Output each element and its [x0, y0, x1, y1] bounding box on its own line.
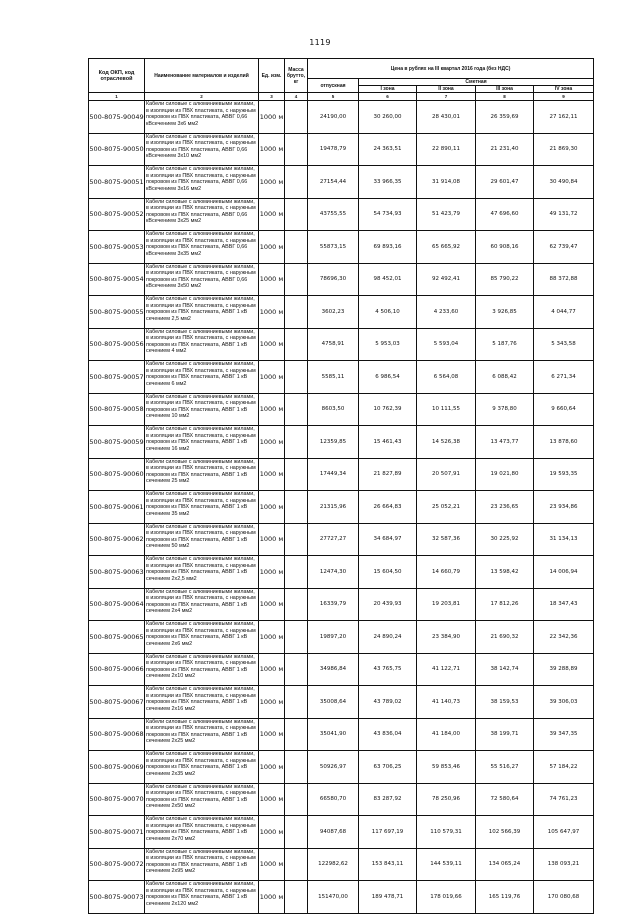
row-name	[145, 426, 259, 459]
row-zone3-price: 29 601,47	[476, 166, 534, 199]
row-name-text: Кабели силовые с алюминиевыми жилами, в изоляции из ПВХ пластиката, с наружным покровом из ПВХ пластиката, АВВГ 1 кВ сечением 4 мм2	[146, 328, 256, 355]
row-name-text: Кабели силовые с алюминиевыми жилами, в изоляции из ПВХ пластиката, с наружным покровом из ПВХ пластиката, АВВГ 1 кВ сечением 6 мм2	[146, 361, 256, 387]
row-otpusk-price: 4758,91	[308, 328, 359, 361]
row-unit: 1000 м	[259, 361, 285, 394]
row-zone2-price: 41 122,71	[417, 653, 476, 686]
row-zone3-price: 38 142,74	[476, 653, 534, 686]
row-zone4-price: 5 343,58	[534, 328, 594, 361]
row-zone3-price: 9 378,80	[476, 393, 534, 426]
row-unit: 1000 м	[259, 101, 285, 134]
row-mass	[285, 296, 308, 329]
row-unit: 1000 м	[259, 328, 285, 361]
row-unit: 1000 м	[259, 523, 285, 556]
row-code: 500-8075-90073	[89, 881, 145, 914]
row-name	[145, 296, 259, 329]
row-zone3-price: 165 119,76	[476, 881, 534, 914]
row-name-text: Кабели силовые с алюминиевыми жилами, в изоляции из ПВХ пластиката, с наружным покровом из ПВХ пластиката, АВВГ 1 кВ сечением 50 мм2	[146, 523, 256, 550]
row-unit: 1000 м	[259, 783, 285, 816]
row-zone1-price: 43 789,02	[359, 686, 417, 719]
row-unit: 1000 м	[259, 491, 285, 524]
table-row	[89, 686, 594, 719]
row-code: 500-8075-90070	[89, 783, 145, 816]
row-zone4-price: 19 593,35	[534, 458, 594, 491]
row-mass	[285, 523, 308, 556]
row-zone1-price: 117 697,19	[359, 816, 417, 849]
table-row	[89, 816, 594, 849]
table-row	[89, 621, 594, 654]
row-zone4-price: 138 093,21	[534, 848, 594, 881]
row-mass	[285, 393, 308, 426]
header-name: Наименование материалов и изделий	[145, 59, 259, 93]
row-name-text: Кабели силовые с алюминиевыми жилами, в изоляции из ПВХ пластиката, с наружным покровом из ПВХ пластиката, АВВГ 1 кВ сечением 2х70 мм2	[146, 816, 256, 842]
row-code: 500-8075-90060	[89, 458, 145, 491]
row-name	[145, 556, 259, 589]
row-unit: 1000 м	[259, 263, 285, 296]
row-zone3-price: 30 225,92	[476, 523, 534, 556]
row-otpusk-price: 55873,15	[308, 231, 359, 264]
row-zone4-price: 170 080,68	[534, 881, 594, 914]
row-unit: 1000 м	[259, 556, 285, 589]
table-row	[89, 718, 594, 751]
row-zone2-price: 14 660,79	[417, 556, 476, 589]
row-zone2-price: 51 423,79	[417, 198, 476, 231]
header-zone-2: II зона	[417, 86, 476, 93]
row-name	[145, 653, 259, 686]
row-code: 500-8075-90059	[89, 426, 145, 459]
row-name-text: Кабели силовые с алюминиевыми жилами, в изоляции из ПВХ пластиката, с наружным покровом из ПВХ пластиката, АВВГ 1 кВ сечением 35 мм2	[146, 491, 256, 517]
row-name	[145, 166, 259, 199]
row-zone1-price: 34 684,97	[359, 523, 417, 556]
row-code: 500-8075-90069	[89, 751, 145, 784]
table-row	[89, 556, 594, 589]
row-zone2-price: 25 052,21	[417, 491, 476, 524]
row-zone3-price: 38 199,71	[476, 718, 534, 751]
row-mass	[285, 588, 308, 621]
row-otpusk-price: 27154,44	[308, 166, 359, 199]
row-code: 500-8075-90053	[89, 231, 145, 264]
row-name-text: Кабели силовые с алюминиевыми жилами, в изоляции из ПВХ пластиката, с наружным покровом из ПВХ пластиката, АВВГ 1 кВ сечением 2х10 мм2	[146, 653, 256, 680]
row-zone1-price: 15 461,43	[359, 426, 417, 459]
row-name	[145, 491, 259, 524]
row-zone4-price: 88 372,88	[534, 263, 594, 296]
row-zone3-price: 134 065,24	[476, 848, 534, 881]
row-code: 500-8075-90071	[89, 816, 145, 849]
row-unit: 1000 м	[259, 296, 285, 329]
row-name	[145, 198, 259, 231]
row-zone1-price: 20 439,93	[359, 588, 417, 621]
header-code: Код ОКП, код отраслевой	[89, 59, 145, 93]
row-zone4-price: 4 044,77	[534, 296, 594, 329]
header-price-title: Цена в рублях на III квартал 2016 года (без НДС)	[308, 59, 594, 79]
table-row	[89, 361, 594, 394]
row-mass	[285, 426, 308, 459]
row-zone2-price: 41 184,00	[417, 718, 476, 751]
row-zone4-price: 21 869,30	[534, 133, 594, 166]
row-zone4-price: 105 647,97	[534, 816, 594, 849]
row-zone4-price: 27 162,11	[534, 101, 594, 134]
row-name	[145, 328, 259, 361]
row-unit: 1000 м	[259, 393, 285, 426]
col-number: 8	[476, 93, 534, 101]
row-mass	[285, 621, 308, 654]
row-mass	[285, 198, 308, 231]
row-zone1-price: 24 363,51	[359, 133, 417, 166]
table-row	[89, 296, 594, 329]
row-mass	[285, 231, 308, 264]
row-zone4-price: 6 271,34	[534, 361, 594, 394]
table-row	[89, 231, 594, 264]
row-unit: 1000 м	[259, 458, 285, 491]
row-zone4-price: 18 347,43	[534, 588, 594, 621]
row-zone1-price: 10 762,39	[359, 393, 417, 426]
row-zone2-price: 59 853,46	[417, 751, 476, 784]
row-mass	[285, 718, 308, 751]
table-row	[89, 393, 594, 426]
row-name-text: Кабели силовые с алюминиевыми жилами, в изоляции из ПВХ пластиката, с наружным покровом из ПВХ пластиката, АВВГ 1 кВ сечением 2х25 мм2	[146, 718, 256, 745]
row-zone1-price: 15 604,50	[359, 556, 417, 589]
row-code: 500-8075-90064	[89, 588, 145, 621]
table-row	[89, 328, 594, 361]
row-zone1-price: 54 734,93	[359, 198, 417, 231]
row-zone3-price: 5 187,76	[476, 328, 534, 361]
row-zone4-price: 9 660,64	[534, 393, 594, 426]
page-number: 1119	[309, 38, 331, 47]
col-number: 3	[259, 93, 285, 101]
row-mass	[285, 881, 308, 914]
row-name	[145, 458, 259, 491]
row-code: 500-8075-90051	[89, 166, 145, 199]
row-zone1-price: 26 664,83	[359, 491, 417, 524]
row-name-text: Кабели силовые с алюминиевыми жилами, в изоляции из ПВХ пластиката, с наружным покровом из ПВХ пластиката, АВВГ 1 кВ сечением 2х2,5 мм2	[146, 556, 256, 582]
price-table	[88, 58, 594, 914]
row-otpusk-price: 66580,70	[308, 783, 359, 816]
row-mass	[285, 653, 308, 686]
row-otpusk-price: 12359,85	[308, 426, 359, 459]
row-otpusk-price: 43755,55	[308, 198, 359, 231]
row-name-text: Кабели силовые с алюминиевыми жилами, в изоляции из ПВХ пластиката, с наружным покровом из ПВХ пластиката, АВВГ 1 кВ сечением 25 мм2	[146, 458, 256, 485]
row-code: 500-8075-90072	[89, 848, 145, 881]
row-code: 500-8075-90061	[89, 491, 145, 524]
row-name	[145, 751, 259, 784]
row-zone2-price: 110 579,31	[417, 816, 476, 849]
row-otpusk-price: 35008,64	[308, 686, 359, 719]
table-row	[89, 523, 594, 556]
row-unit: 1000 м	[259, 848, 285, 881]
row-otpusk-price: 12474,30	[308, 556, 359, 589]
row-zone4-price: 13 878,60	[534, 426, 594, 459]
row-name	[145, 361, 259, 394]
row-zone2-price: 144 539,11	[417, 848, 476, 881]
row-name-text: Кабели силовые с алюминиевыми жилами, в изоляции из ПВХ пластиката, с наружным покровом из ПВХ пластиката, АВВГ 0,66 кВсечением 3х50 мм2	[146, 263, 256, 290]
row-zone1-price: 43 836,04	[359, 718, 417, 751]
row-code: 500-8075-90054	[89, 263, 145, 296]
row-otpusk-price: 27727,27	[308, 523, 359, 556]
row-mass	[285, 263, 308, 296]
row-zone4-price: 30 490,84	[534, 166, 594, 199]
row-unit: 1000 м	[259, 751, 285, 784]
row-zone3-price: 13 598,42	[476, 556, 534, 589]
header-zone-1: I зона	[359, 86, 417, 93]
table-row	[89, 751, 594, 784]
row-zone1-price: 21 827,89	[359, 458, 417, 491]
header-zone-4: IV зона	[534, 86, 594, 93]
row-zone3-price: 38 159,53	[476, 686, 534, 719]
row-zone2-price: 32 587,36	[417, 523, 476, 556]
row-mass	[285, 816, 308, 849]
row-unit: 1000 м	[259, 426, 285, 459]
col-number: 6	[359, 93, 417, 101]
row-mass	[285, 133, 308, 166]
row-zone3-price: 55 516,27	[476, 751, 534, 784]
column-number-row	[89, 93, 594, 101]
row-code: 500-8075-90062	[89, 523, 145, 556]
table-row	[89, 491, 594, 524]
table-row	[89, 848, 594, 881]
row-name	[145, 101, 259, 134]
row-zone2-price: 31 914,08	[417, 166, 476, 199]
row-code: 500-8075-90056	[89, 328, 145, 361]
table-row	[89, 198, 594, 231]
row-name-text: Кабели силовые с алюминиевыми жилами, в изоляции из ПВХ пластиката, с наружным покровом из ПВХ пластиката, АВВГ 0,66 кВсечением 3х35 мм2	[146, 231, 256, 257]
row-zone2-price: 28 430,01	[417, 101, 476, 134]
row-name	[145, 783, 259, 816]
row-code: 500-8075-90065	[89, 621, 145, 654]
row-otpusk-price: 122982,62	[308, 848, 359, 881]
row-zone3-price: 47 696,60	[476, 198, 534, 231]
row-unit: 1000 м	[259, 881, 285, 914]
row-zone3-price: 21 231,40	[476, 133, 534, 166]
row-name	[145, 231, 259, 264]
col-number: 7	[417, 93, 476, 101]
row-zone1-price: 189 478,71	[359, 881, 417, 914]
table-row	[89, 101, 594, 134]
row-name	[145, 718, 259, 751]
row-zone3-price: 17 812,26	[476, 588, 534, 621]
row-unit: 1000 м	[259, 588, 285, 621]
row-zone4-price: 39 306,03	[534, 686, 594, 719]
row-unit: 1000 м	[259, 198, 285, 231]
table-row	[89, 783, 594, 816]
row-otpusk-price: 24190,00	[308, 101, 359, 134]
row-zone1-price: 33 966,35	[359, 166, 417, 199]
row-zone3-price: 23 236,65	[476, 491, 534, 524]
row-zone2-price: 20 507,91	[417, 458, 476, 491]
row-name-text: Кабели силовые с алюминиевыми жилами, в изоляции из ПВХ пластиката, с наружным покровом из ПВХ пластиката, АВВГ 1 кВ сечением 2х50 мм2	[146, 783, 256, 810]
row-name-text: Кабели силовые с алюминиевыми жилами, в изоляции из ПВХ пластиката, с наружным покровом из ПВХ пластиката, АВВГ 1 кВ сечением 2х16 мм2	[146, 686, 256, 712]
row-name-text: Кабели силовые с алюминиевыми жилами, в изоляции из ПВХ пластиката, с наружным покровом из ПВХ пластиката, АВВГ 1 кВ сечением 10 мм2	[146, 393, 256, 420]
row-zone2-price: 92 492,41	[417, 263, 476, 296]
table-row	[89, 588, 594, 621]
row-zone4-price: 62 739,47	[534, 231, 594, 264]
row-name	[145, 686, 259, 719]
row-otpusk-price: 8603,50	[308, 393, 359, 426]
row-zone4-price: 74 761,23	[534, 783, 594, 816]
row-mass	[285, 101, 308, 134]
row-zone3-price: 21 690,32	[476, 621, 534, 654]
table-row	[89, 166, 594, 199]
row-code: 500-8075-90049	[89, 101, 145, 134]
row-unit: 1000 м	[259, 816, 285, 849]
table-row	[89, 653, 594, 686]
row-mass	[285, 361, 308, 394]
row-zone1-price: 69 893,16	[359, 231, 417, 264]
row-code: 500-8075-90058	[89, 393, 145, 426]
row-name-text: Кабели силовые с алюминиевыми жилами, в изоляции из ПВХ пластиката, с наружным покровом из ПВХ пластиката, АВВГ 1 кВ сечением 2,5 мм2	[146, 296, 256, 322]
table-row	[89, 458, 594, 491]
col-number: 5	[308, 93, 359, 101]
row-name-text: Кабели силовые с алюминиевыми жилами, в изоляции из ПВХ пластиката, с наружным покровом из ПВХ пластиката, АВВГ 1 кВ сечением 2х4 мм2	[146, 588, 256, 615]
row-zone3-price: 102 566,39	[476, 816, 534, 849]
table-row	[89, 133, 594, 166]
row-zone4-price: 23 934,86	[534, 491, 594, 524]
table-row	[89, 881, 594, 914]
row-name	[145, 816, 259, 849]
header-zone-3: III зона	[476, 86, 534, 93]
row-otpusk-price: 3602,23	[308, 296, 359, 329]
row-code: 500-8075-90050	[89, 133, 145, 166]
row-zone2-price: 10 111,55	[417, 393, 476, 426]
row-zone2-price: 4 233,60	[417, 296, 476, 329]
header-smetnaya: Сметная	[359, 79, 594, 86]
row-name-text: Кабели силовые с алюминиевыми жилами, в изоляции из ПВХ пластиката, с наружным покровом из ПВХ пластиката, АВВГ 0,66 кВсечением 3х25 мм2	[146, 198, 256, 225]
table-body	[89, 101, 594, 914]
row-code: 500-8075-90066	[89, 653, 145, 686]
row-zone1-price: 24 890,24	[359, 621, 417, 654]
row-zone1-price: 98 452,01	[359, 263, 417, 296]
row-otpusk-price: 35041,90	[308, 718, 359, 751]
row-name	[145, 523, 259, 556]
row-code: 500-8075-90067	[89, 686, 145, 719]
row-unit: 1000 м	[259, 133, 285, 166]
row-name	[145, 881, 259, 914]
row-zone1-price: 4 506,10	[359, 296, 417, 329]
row-otpusk-price: 16339,79	[308, 588, 359, 621]
row-name	[145, 133, 259, 166]
row-mass	[285, 848, 308, 881]
row-zone4-price: 57 184,22	[534, 751, 594, 784]
row-unit: 1000 м	[259, 686, 285, 719]
header-mass: Масса брутто, кг	[285, 59, 308, 93]
row-mass	[285, 556, 308, 589]
row-zone4-price: 39 288,89	[534, 653, 594, 686]
row-otpusk-price: 5585,11	[308, 361, 359, 394]
row-name-text: Кабели силовые с алюминиевыми жилами, в изоляции из ПВХ пластиката, с наружным покровом из ПВХ пластиката, АВВГ 1 кВ сечением 2х95 мм2	[146, 848, 256, 875]
row-zone2-price: 178 019,66	[417, 881, 476, 914]
row-zone4-price: 22 342,36	[534, 621, 594, 654]
row-name	[145, 848, 259, 881]
row-zone2-price: 78 250,96	[417, 783, 476, 816]
row-mass	[285, 783, 308, 816]
row-zone3-price: 6 088,42	[476, 361, 534, 394]
row-zone1-price: 43 765,75	[359, 653, 417, 686]
row-zone2-price: 19 203,81	[417, 588, 476, 621]
row-zone3-price: 13 473,77	[476, 426, 534, 459]
row-code: 500-8075-90068	[89, 718, 145, 751]
row-mass	[285, 458, 308, 491]
row-zone1-price: 5 953,03	[359, 328, 417, 361]
row-zone3-price: 85 790,22	[476, 263, 534, 296]
row-name-text: Кабели силовые с алюминиевыми жилами, в изоляции из ПВХ пластиката, с наружным покровом из ПВХ пластиката, АВВГ 0,66 кВсечением 3х10 мм2	[146, 133, 256, 160]
row-otpusk-price: 50926,97	[308, 751, 359, 784]
row-code: 500-8075-90063	[89, 556, 145, 589]
col-number: 9	[534, 93, 594, 101]
row-code: 500-8075-90055	[89, 296, 145, 329]
row-name-text: Кабели силовые с алюминиевыми жилами, в изоляции из ПВХ пластиката, с наружным покровом из ПВХ пластиката, АВВГ 1 кВ сечением 2х35 мм2	[146, 751, 256, 777]
row-zone1-price: 153 843,11	[359, 848, 417, 881]
row-unit: 1000 м	[259, 231, 285, 264]
row-zone4-price: 31 134,13	[534, 523, 594, 556]
row-zone1-price: 6 986,54	[359, 361, 417, 394]
row-otpusk-price: 34986,84	[308, 653, 359, 686]
row-zone2-price: 14 526,38	[417, 426, 476, 459]
row-zone1-price: 63 706,25	[359, 751, 417, 784]
row-zone4-price: 49 131,72	[534, 198, 594, 231]
row-mass	[285, 328, 308, 361]
row-zone2-price: 65 665,92	[417, 231, 476, 264]
row-code: 500-8075-90057	[89, 361, 145, 394]
row-zone4-price: 39 347,35	[534, 718, 594, 751]
row-mass	[285, 751, 308, 784]
row-zone1-price: 30 260,00	[359, 101, 417, 134]
row-otpusk-price: 21315,96	[308, 491, 359, 524]
row-zone3-price: 3 926,85	[476, 296, 534, 329]
row-unit: 1000 м	[259, 621, 285, 654]
row-zone3-price: 60 908,16	[476, 231, 534, 264]
row-otpusk-price: 19478,79	[308, 133, 359, 166]
row-name-text: Кабели силовые с алюминиевыми жилами, в изоляции из ПВХ пластиката, с наружным покровом из ПВХ пластиката, АВВГ 0,66 кВсечением 3х6 мм2	[146, 101, 256, 127]
header-otpusk: отпускная	[308, 79, 359, 93]
row-zone3-price: 26 359,69	[476, 101, 534, 134]
row-otpusk-price: 78696,30	[308, 263, 359, 296]
row-otpusk-price: 151470,00	[308, 881, 359, 914]
row-otpusk-price: 19897,20	[308, 621, 359, 654]
row-zone4-price: 14 006,94	[534, 556, 594, 589]
row-zone2-price: 5 593,04	[417, 328, 476, 361]
row-code: 500-8075-90052	[89, 198, 145, 231]
row-name	[145, 621, 259, 654]
table-row	[89, 263, 594, 296]
header-unit: Ед. изм.	[259, 59, 285, 93]
row-name-text: Кабели силовые с алюминиевыми жилами, в изоляции из ПВХ пластиката, с наружным покровом из ПВХ пластиката, АВВГ 1 кВ сечением 16 мм2	[146, 426, 256, 452]
row-zone3-price: 19 021,80	[476, 458, 534, 491]
row-name	[145, 588, 259, 621]
row-name-text: Кабели силовые с алюминиевыми жилами, в изоляции из ПВХ пластиката, с наружным покровом из ПВХ пластиката, АВВГ 1 кВ сечением 2х120 мм2	[146, 881, 256, 907]
col-number: 1	[89, 93, 145, 101]
row-mass	[285, 166, 308, 199]
row-unit: 1000 м	[259, 166, 285, 199]
row-zone2-price: 6 564,08	[417, 361, 476, 394]
row-name-text: Кабели силовые с алюминиевыми жилами, в изоляции из ПВХ пластиката, с наружным покровом из ПВХ пластиката, АВВГ 1 кВ сечением 2х6 мм2	[146, 621, 256, 647]
row-name	[145, 263, 259, 296]
row-zone1-price: 83 287,92	[359, 783, 417, 816]
row-otpusk-price: 17449,34	[308, 458, 359, 491]
row-name-text: Кабели силовые с алюминиевыми жилами, в изоляции из ПВХ пластиката, с наружным покровом из ПВХ пластиката, АВВГ 0,66 кВсечением 3х16 мм2	[146, 166, 256, 192]
table-row	[89, 426, 594, 459]
row-unit: 1000 м	[259, 718, 285, 751]
col-number: 4	[285, 93, 308, 101]
row-name	[145, 393, 259, 426]
row-mass	[285, 686, 308, 719]
row-otpusk-price: 94087,68	[308, 816, 359, 849]
row-mass	[285, 491, 308, 524]
col-number: 2	[145, 93, 259, 101]
row-zone3-price: 72 580,64	[476, 783, 534, 816]
row-zone2-price: 23 384,90	[417, 621, 476, 654]
row-zone2-price: 22 890,11	[417, 133, 476, 166]
row-unit: 1000 м	[259, 653, 285, 686]
row-zone2-price: 41 140,73	[417, 686, 476, 719]
